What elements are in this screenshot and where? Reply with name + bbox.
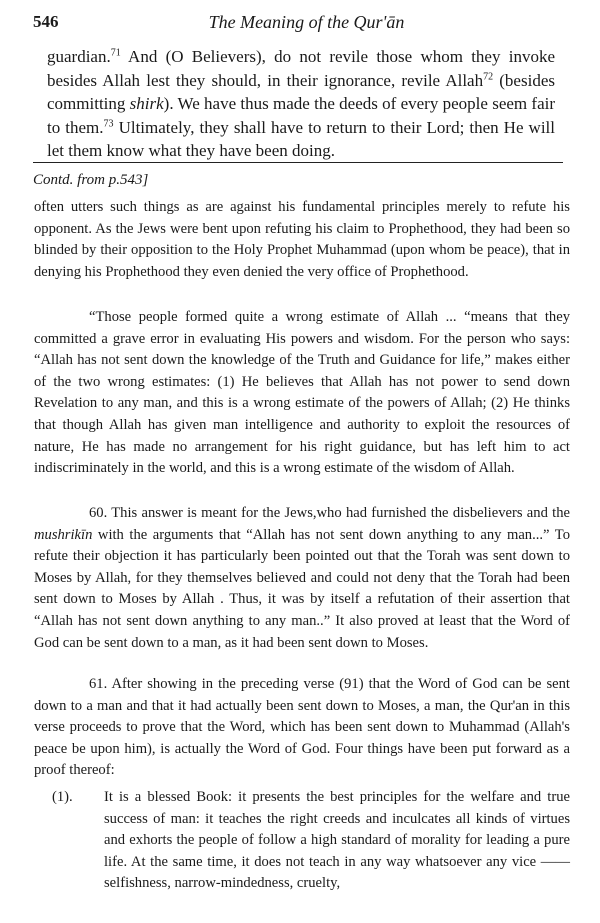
list-marker: (1). xyxy=(52,789,73,805)
verse-text: And (O Believers), do not revile those whom they invoke besides Allah lest they should, in their ignorance, revile Allah xyxy=(47,47,555,90)
verse-text: guardian. xyxy=(47,47,111,66)
footnote-ref-72: 72 xyxy=(483,70,494,82)
paragraph-text: with the arguments that “Allah has not sent down anything to any man...” To refute their objection it has particularly been pointed out that the Torah was sent down to Moses by Allah, for they themselves believed and could not deny that the Torah had been sent down to Moses by Allah . Thus, it was by itself a refutation of their assertion that “Allah has not sent down anything to any man..” It also proved at least that the Word of God can be sent down to a man, as it had been sent down to Moses. xyxy=(34,526,570,651)
footnote-ref-73: 73 xyxy=(103,117,114,129)
continued-label: Contd. from p.543] xyxy=(33,172,149,188)
commentary-paragraph xyxy=(34,503,570,654)
term-mushrikin: mushrikīn xyxy=(34,526,93,543)
footnote-ref-71: 71 xyxy=(110,47,121,59)
page-header xyxy=(33,12,580,36)
term-shirk: shirk xyxy=(129,94,164,113)
list-item xyxy=(52,787,570,895)
verse-text: ). We have thus made the deeds of every people seem fair to them. xyxy=(47,94,555,137)
list-item-text: It is a blessed Book: it presents the best principles for the welfare and true success of man: it teaches the right creeds and inculcates all kinds of virtues and exhorts the people of follow a high standard of morality for leading a pure life. At the same time, it does not teach in any way whatsoever any vice —— selfishness, narrow-mindedness, cruelty, xyxy=(104,789,570,892)
verse-translation xyxy=(47,45,555,163)
running-title: The Meaning of the Qur'ān xyxy=(208,12,405,32)
commentary-paragraph: “Those people formed quite a wrong estimate of Allah ... “means that they committed a grave error in evaluating His powers and wisdom. For the person who says: “Allah has not sent down the knowledge of the Truth and Guidance for life,” makes either of the two wrong estimates: (1) He believes that Allah has not power to send down Revelation to any man, and this is a wrong estimate of the powers of Allah; (2) He thinks that though Allah has given man intelligence and authority to exploit the resources of nature, He has made no arrangement for his right guidance, but has left him to act indiscriminately in the world, and this is a wrong estimate of the wisdom of Allah. xyxy=(34,309,570,477)
page-number: 546 xyxy=(33,12,59,31)
commentary-paragraph: often utters such things as are against his fundamental principles merely to refute his opponent. As the Jews were bent upon refuting his claim to Prophethood, they had been so blinded by their opposition to the Holy Prophet Muhammad (upon whom be peace), that in denying his Prophethood they even denied the very office of Prophethood. xyxy=(34,199,570,280)
divider xyxy=(33,162,563,163)
verse-text: Ultimately, they shall have to return to their Lord; then He will let them know what they have been doing. xyxy=(47,117,555,160)
paragraph-text: 60. This answer is meant for the Jews,who had furnished the disbelievers and the xyxy=(89,505,570,521)
verse-text: (besides committing xyxy=(47,70,555,113)
commentary-paragraph: 61. After showing in the preceding verse (91) that the Word of God can be sent down to a man and that it had actually been sent down to Moses, a man, the Qur'an in this verse proceeds to prove that the Word, which has been sent down to Muhammad (Allah's peace be upon him), is actually the Word of God. Four things have been put forward as a proof thereof: xyxy=(34,676,570,779)
